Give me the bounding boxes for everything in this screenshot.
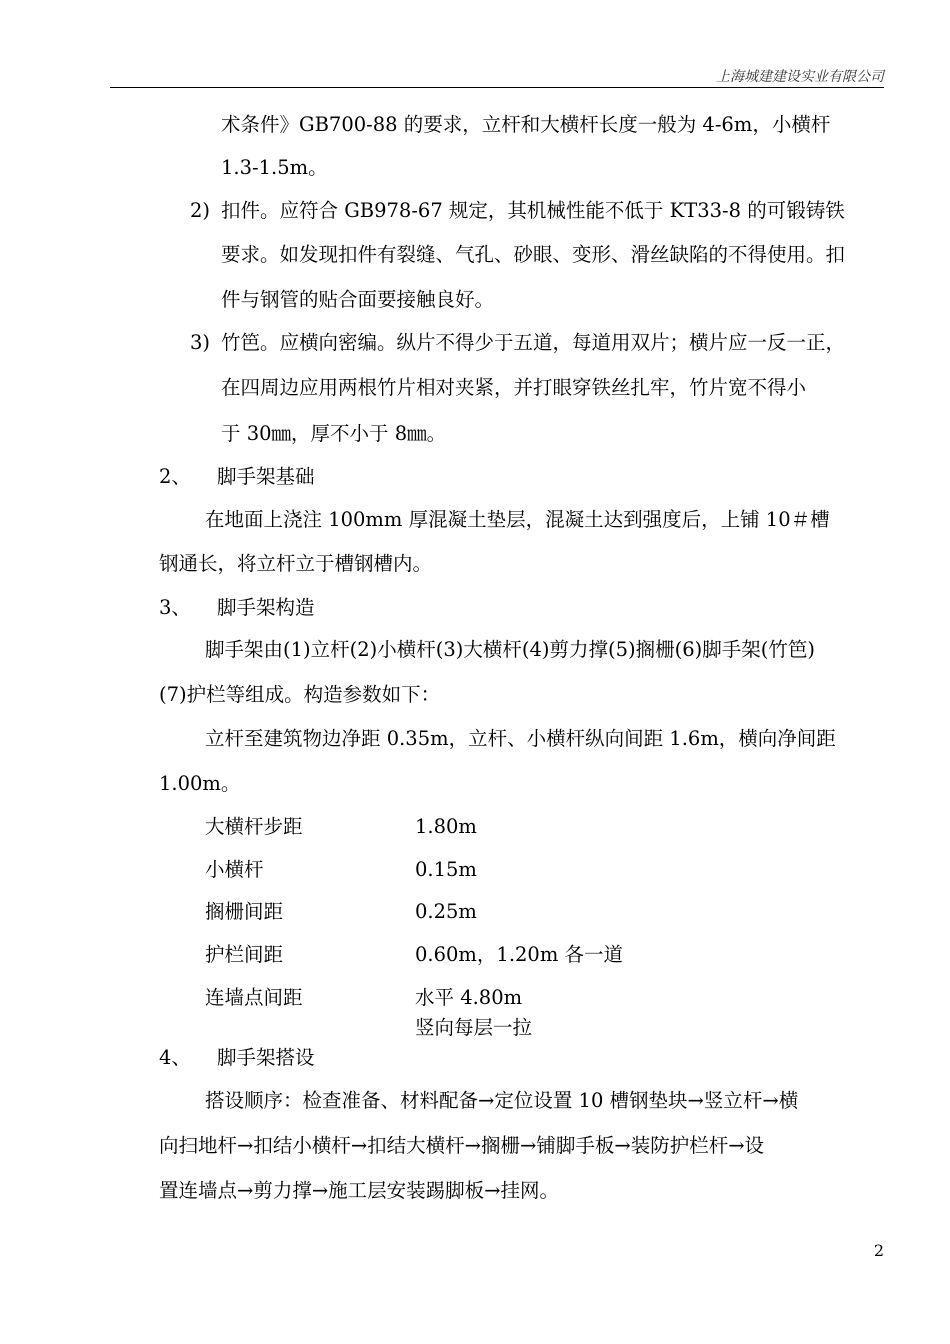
section-3-para2-line-1: 立杆至建筑物边净距 0.35m，立杆、小横杆纵向间距 1.6m，横向净间距 (205, 727, 836, 750)
list-item-1-line-1: 术条件》GB700-88 的要求，立杆和大横杆长度一般为 4-6m，小横杆 (221, 113, 831, 136)
param-value: 0.60m，1.20m 各一道 (415, 943, 624, 966)
list-item-1-line-2: 1.3-1.5m。 (221, 156, 328, 179)
page-header (110, 66, 884, 88)
section-3-number: 3、 (159, 596, 191, 619)
param-label: 连墙点间距 (205, 986, 303, 1009)
list-item-3-line-1: 竹笆。应横向密编。纵片不得少于五道，每道用双片；横片应一反一正， (221, 331, 846, 354)
section-4-para-line-1: 搭设顺序：检查准备、材料配备→定位设置 10 槽钢垫块→竖立杆→横 (205, 1089, 799, 1112)
list-item-2-line-2: 要求。如发现扣件有裂缝、气孔、砂眼、变形、滑丝缺陷的不得使用。扣 (221, 243, 846, 266)
section-3-para1-line-1: 脚手架由(1)立杆(2)小横杆(3)大横杆(4)剪力撑(5)搁栅(6)脚手架(竹笆) (205, 638, 815, 661)
list-item-3-line-2: 在四周边应用两根竹片相对夹紧，并打眼穿铁丝扎牢，竹片宽不得小 (221, 376, 807, 399)
list-item-2-line-3: 件与钢管的贴合面要接触良好。 (221, 288, 495, 311)
header-company: 上海城建建设实业有限公司 (716, 69, 884, 85)
section-2-number: 2、 (159, 465, 191, 488)
list-item-3-line-3: 于 30㎜，厚不小于 8㎜。 (221, 422, 447, 445)
param-value: 0.15m (415, 858, 477, 881)
section-3-title: 脚手架构造 (217, 596, 315, 619)
param-label: 搁栅间距 (205, 900, 284, 923)
list-item-2-number: 2) (190, 199, 211, 222)
param-label: 大横杆步距 (205, 815, 303, 838)
param-label: 小横杆 (205, 858, 264, 881)
section-4-para-line-3: 置连墙点→剪力撑→施工层安装踢脚板→挂网。 (159, 1179, 560, 1202)
section-2-para-line-2: 钢通长，将立杆立于槽钢槽内。 (159, 552, 433, 575)
section-4-para-line-2: 向扫地杆→扣结小横杆→扣结大横杆→搁栅→铺脚手板→装防护栏杆→设 (159, 1134, 765, 1157)
section-2-para-line-1: 在地面上浇注 100mm 厚混凝土垫层，混凝土达到强度后，上铺 10＃槽 (205, 508, 830, 531)
section-4-number: 4、 (159, 1046, 191, 1069)
section-4-title: 脚手架搭设 (217, 1046, 315, 1069)
section-3-para2-line-2: 1.00m。 (159, 772, 241, 795)
param-value-2: 竖向每层一拉 (415, 1016, 533, 1039)
header-rule (110, 87, 884, 88)
section-2-title: 脚手架基础 (217, 465, 315, 488)
param-label: 护栏间距 (205, 943, 284, 966)
param-value: 水平 4.80m (415, 986, 523, 1009)
page-number: 2 (873, 1241, 884, 1260)
param-value: 1.80m (415, 815, 477, 838)
list-item-2-line-1: 扣件。应符合 GB978-67 规定，其机械性能不低于 KT33-8 的可锻铸铁 (221, 199, 845, 222)
param-value: 0.25m (415, 900, 477, 923)
list-item-3-number: 3) (190, 331, 211, 354)
section-3-para1-line-2: (7)护栏等组成。构造参数如下： (159, 683, 441, 706)
